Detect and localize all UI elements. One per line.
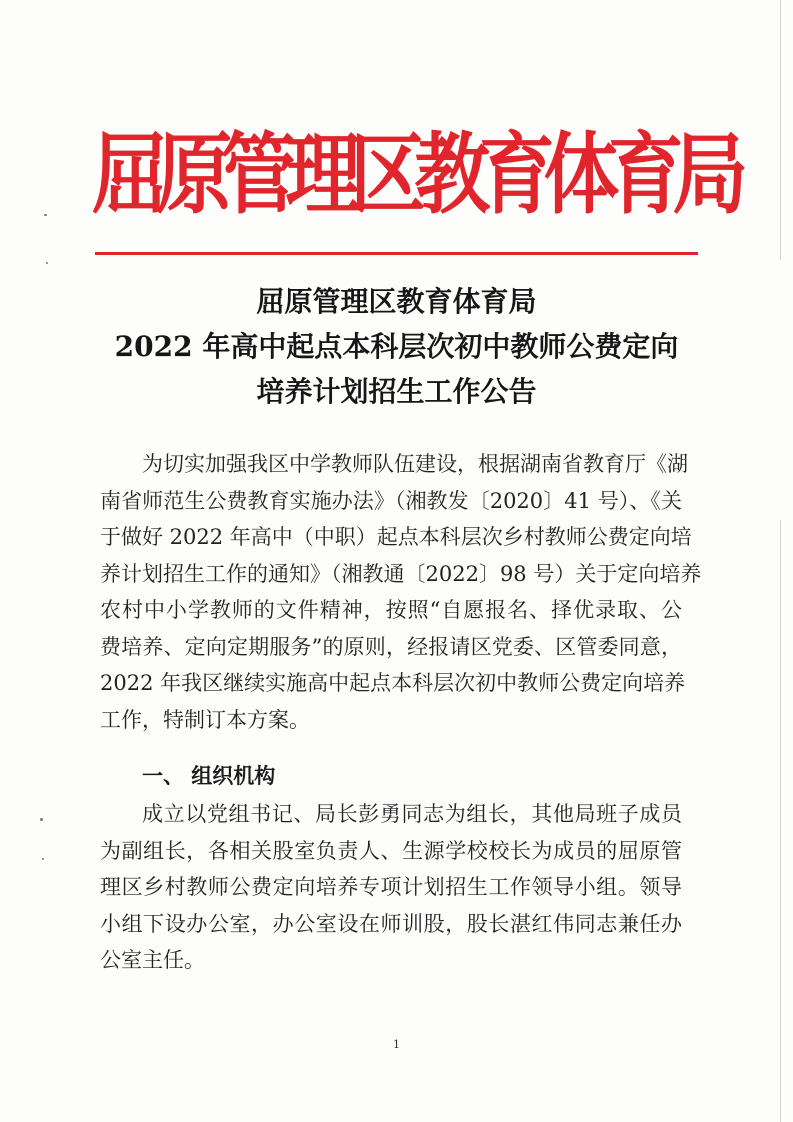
red-masthead: 屈原管理区教育体育局 [92,122,738,226]
intro-paragraph [100,446,702,738]
paragraph-line: 理区乡村教师公费定向培养专项计划招生工作领导小组。领导 [100,875,682,899]
organization-paragraph [100,796,682,979]
paragraph-line: 工作，特制订本方案。 [100,707,310,732]
red-divider-rule [95,252,698,255]
paragraph-line: 养计划招生工作的通知》（湘教通〔2022〕98 号）关于定向培养 [100,561,702,586]
paragraph-line: 为切实加强我区中学教师队伍建设，根据湖南省教育厅《湖 [142,452,688,476]
paragraph-line: 为副组长，各相关股室负责人、生源学校校长为成员的屈原管 [100,838,682,863]
scan-speck [40,818,43,821]
paragraph-line: 公室主任。 [100,948,205,972]
paragraph-line: 小组下设办公室，办公室设在师训股，股长湛红伟同志兼任办 [100,911,682,936]
title-line-3: 培养计划招生工作公告 [256,375,537,408]
paragraph-line: 南省师范生公费教育实施办法》（湘教发〔2020〕41 号）、《关 [100,488,682,513]
scan-speck [44,214,47,216]
paragraph-line: 于做好 2022 年高中（中职）起点本科层次乡村教师公费定向培 [100,525,692,549]
scan-edge-line [780,0,781,260]
paragraph-line: 2022 年我区继续实施高中起点本科层次初中教师公费定向培养 [100,671,686,695]
paragraph-line: 农村中小学教师的文件精神，按照“自愿报名、择优录取、公 [100,598,682,622]
page-number: 1 [393,1038,400,1051]
title-line-2: 2022 年高中起点本科层次初中教师公费定向 [114,330,679,363]
paragraph-line: 费培养、定向定期服务”的原则，经报请区党委、区管委同意， [100,634,682,659]
scan-speck [42,858,44,860]
scan-edge-line [780,520,781,1122]
section-heading-organization: 一、 组织机构 [142,764,276,788]
scan-speck [46,262,48,264]
title-line-1: 屈原管理区教育体育局 [256,285,537,318]
paragraph-line: 成立以党组书记、局长彭勇同志为组长，其他局班子成员 [142,802,682,826]
